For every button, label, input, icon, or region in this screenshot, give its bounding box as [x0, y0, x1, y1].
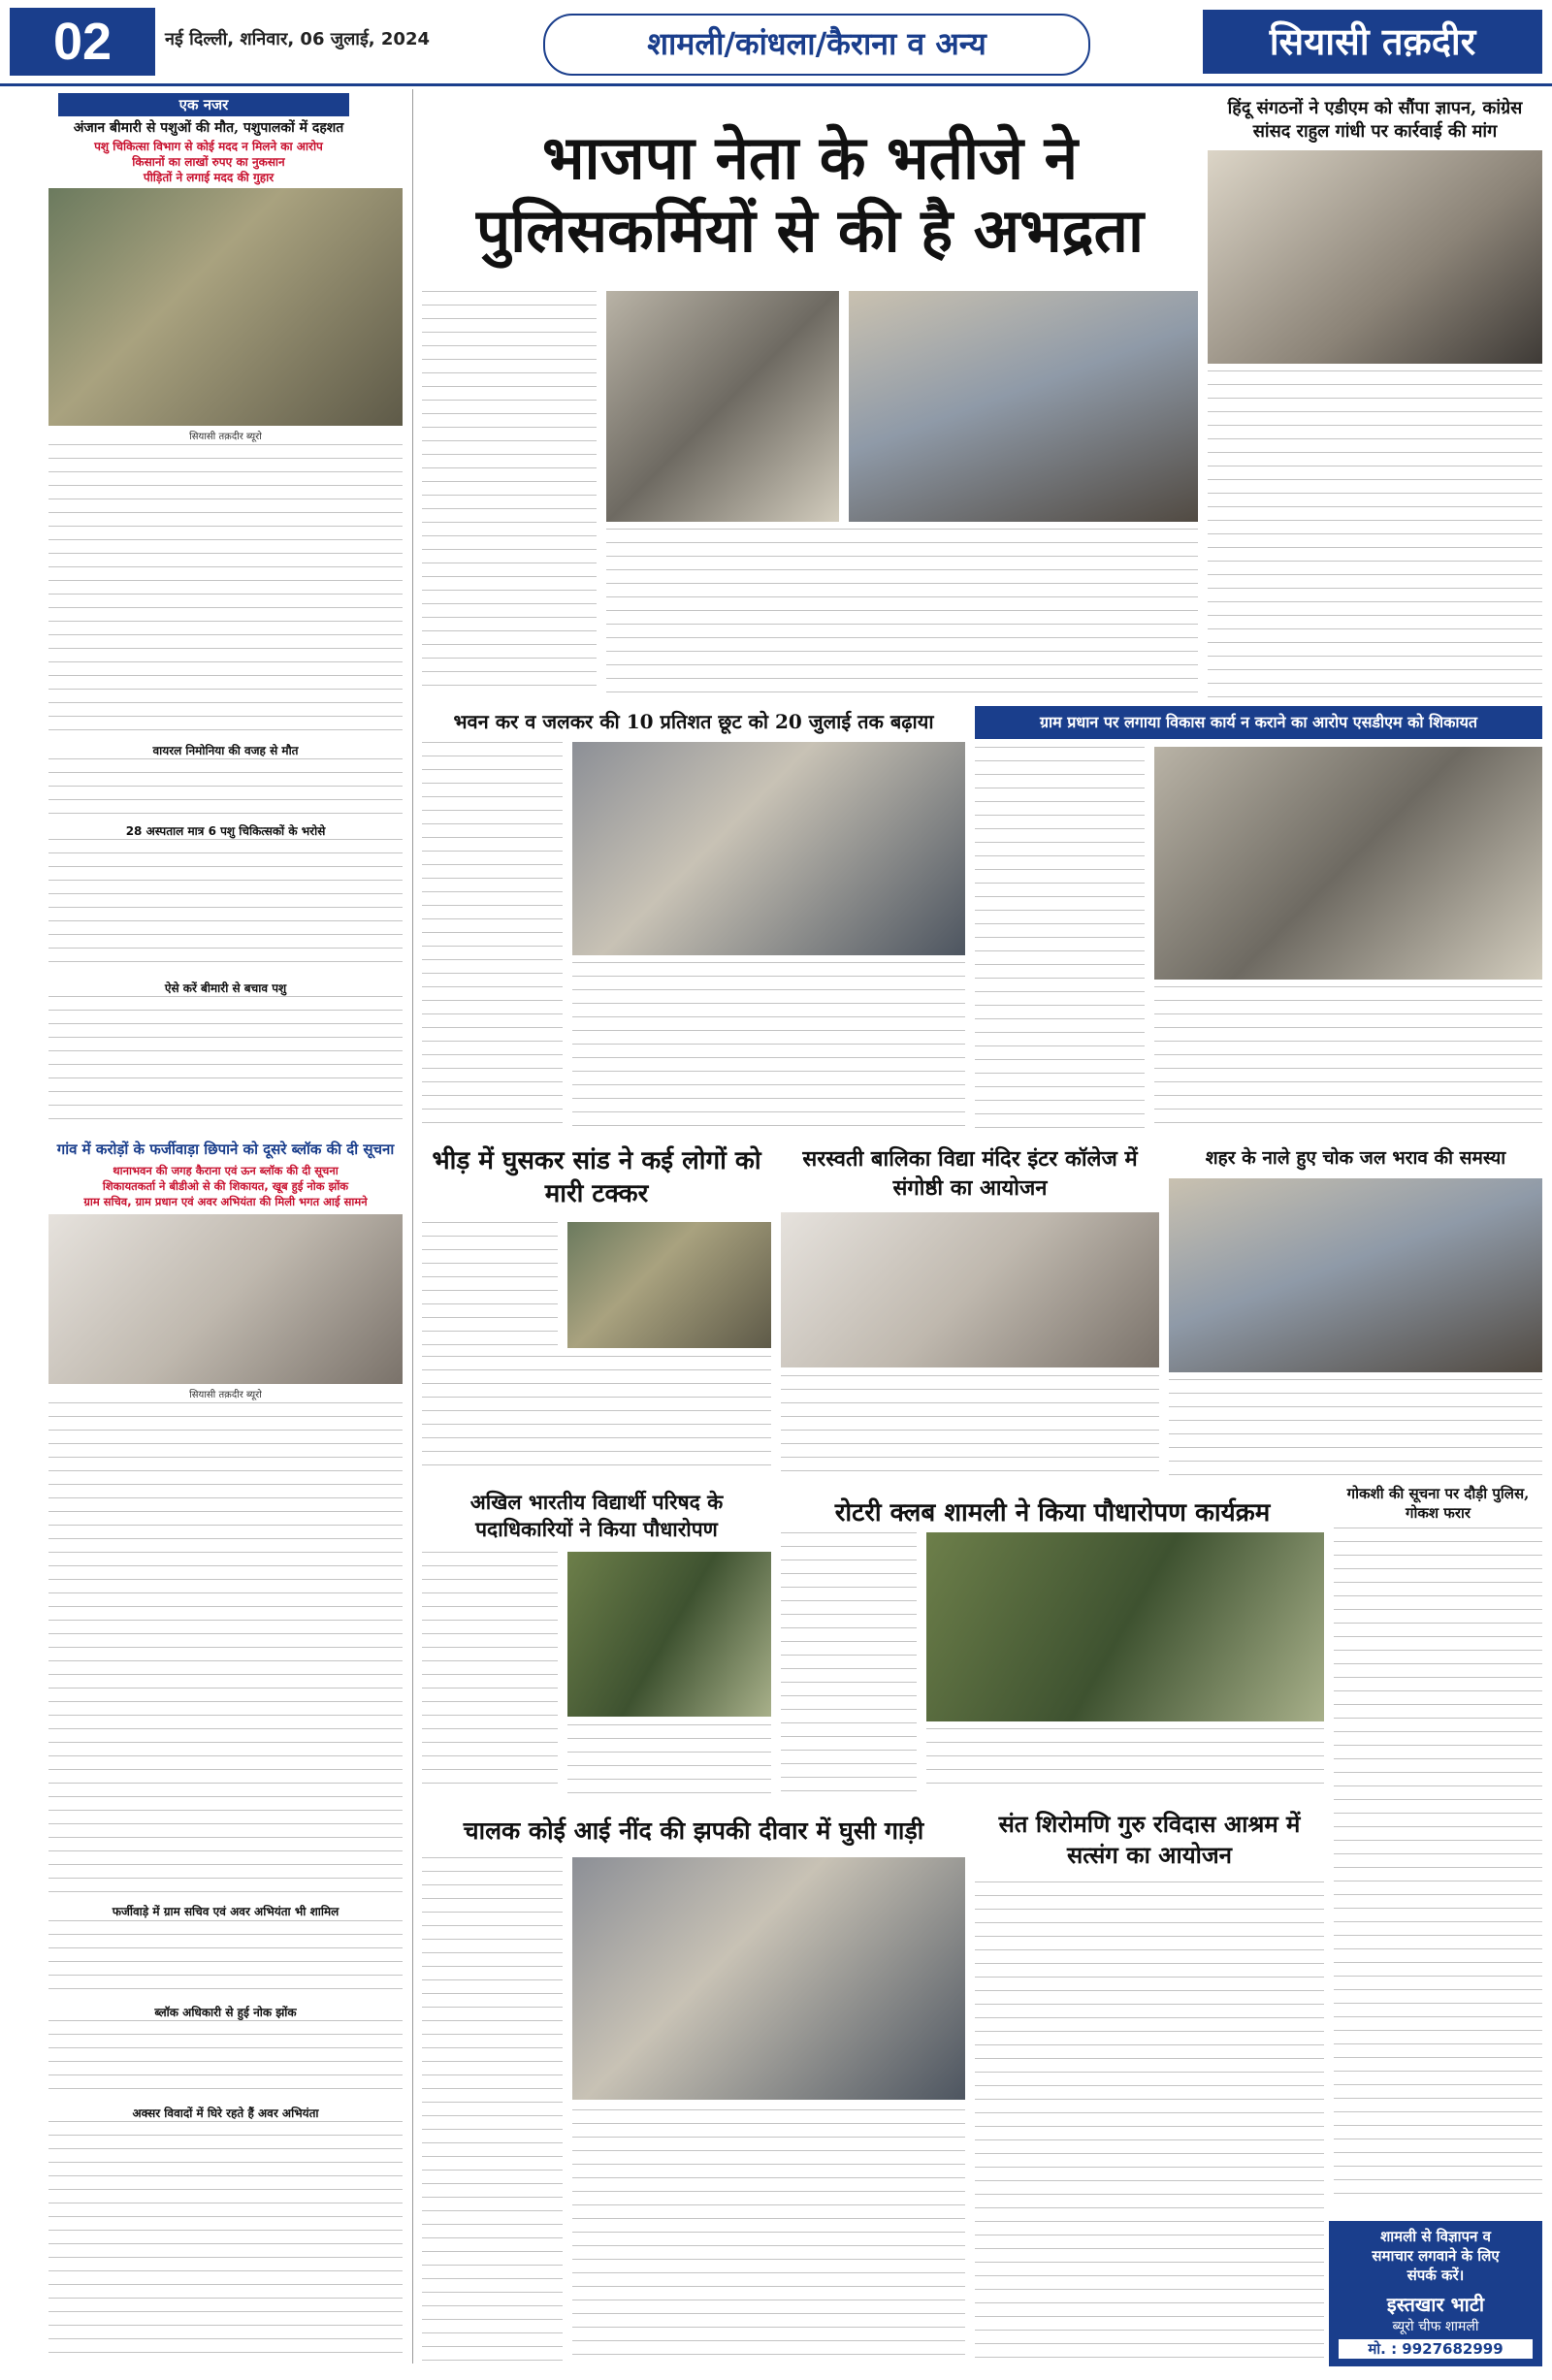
story1-body2 — [48, 758, 403, 817]
ad-line2: समाचार लगवाने के लिए — [1372, 2247, 1500, 2265]
story2-subhead1: फर्जीवाड़े में ग्राम सचिव एवं अवर अभियंता भी शामिल — [112, 1905, 340, 1918]
memorandum-photo — [1208, 150, 1542, 364]
column-rule — [412, 89, 413, 2364]
story2-headline: गांव में करोड़ों के फर्जीवाड़ा छिपाने को दूसरे ब्लॉक की दी सूचना — [56, 1141, 395, 1158]
story2-body2 — [48, 1920, 403, 1998]
abvp-body — [422, 1552, 558, 1794]
story2-sub1: थानाभवन की जगह कैराना एवं ऊन ब्लॉक की दी सूचना — [113, 1164, 339, 1177]
story1-headline: अंजान बीमारी से पशुओं की मौत, पशुपालकों में दहशत — [73, 120, 344, 136]
gram-headline: ग्राम प्रधान पर लगाया विकास कार्य न कराने का आरोप एसडीएम को शिकायत — [975, 706, 1542, 739]
bull-headline: भीड़ में घुसकर सांड ने कई लोगों को मारी टक्कर — [432, 1146, 761, 1208]
story1-body3 — [48, 839, 403, 975]
hindu-org-body — [1208, 370, 1542, 700]
school-body — [781, 1375, 1159, 1472]
section-title: शामली/कांधला/कैराना व अन्य — [543, 14, 1090, 76]
ravidas-headline: संत शिरोमणि गुरु रविदास आश्रम में सत्संग का आयोजन — [998, 1810, 1301, 1869]
gram-body — [975, 747, 1145, 1135]
main-headline-2: पुलिसकर्मियों से की है अभद्रता — [475, 195, 1145, 266]
drain-headline: शहर के नाले हुए चोक जल भराव की समस्या — [1205, 1147, 1506, 1169]
abvp-body2 — [567, 1724, 771, 1794]
driver-body2 — [572, 2109, 965, 2362]
cattle-photo — [48, 188, 403, 426]
story2-sub3: ग्राम सचिव, ग्राम प्रधान एवं अवर अभियंता की मिली भगत आई सामने — [83, 1195, 368, 1208]
gokashi-headline: गोकशी की सूचना पर दौड़ी पुलिस, गोकश फरार — [1346, 1485, 1530, 1522]
story1-subhead3: ऐसे करें बीमारी से बचाव पशु — [164, 981, 287, 995]
driver-headline: चालक कोई आई नींद की झपकी दीवार में घुसी गाड़ी — [463, 1817, 924, 1845]
story2-credit: सियासी तक़दीर ब्यूरो — [189, 1390, 262, 1400]
rotary-body — [781, 1532, 917, 1794]
story2-subhead2: ब्लॉक अधिकारी से हुई नोक झोंक — [154, 2006, 297, 2019]
school-photo — [781, 1212, 1159, 1367]
main-body-cols — [606, 529, 1198, 698]
abvp-photo — [567, 1552, 771, 1717]
main-body-col1 — [422, 291, 597, 698]
ad-phone: मो. : 9927682999 — [1339, 2339, 1533, 2359]
story1-sub1: पशु चिकित्सा विभाग से कोई मदद न मिलने का आरोप — [94, 140, 323, 153]
villagers-photo — [1154, 747, 1542, 980]
office-photo — [48, 1214, 403, 1384]
story1-credit: सियासी तक़दीर ब्यूरो — [189, 432, 262, 442]
story2-body4 — [48, 2121, 403, 2359]
bull-photo — [567, 1222, 771, 1348]
drain-body — [1169, 1379, 1542, 1476]
issue-date: नई दिल्ली, शनिवार, 06 जुलाई, 2024 — [165, 29, 431, 49]
drain-photo — [1169, 1178, 1542, 1372]
ad-line1: शामली से विज्ञापन व — [1380, 2228, 1491, 2245]
contact-ad — [1329, 2221, 1542, 2366]
gram-body2 — [1154, 986, 1542, 1132]
story1-sub3: पीड़ितों ने लगाई मदद की गुहार — [143, 171, 275, 184]
rotary-photo — [926, 1532, 1324, 1721]
ad-title: ब्यूरो चीफ शामली — [1392, 2319, 1479, 2334]
ad-name: इस्तखार भाटी — [1386, 2293, 1485, 2316]
tax-headline: भवन कर व जलकर की 10 प्रतिशत छूट को 20 जुलाई तक बढ़ाया — [453, 710, 934, 733]
crash-photo — [572, 1857, 965, 2100]
bull-body — [422, 1222, 558, 1348]
story2-body3 — [48, 2020, 403, 2098]
story1-body — [48, 444, 403, 735]
ad-line3: संपर्क करें। — [1406, 2267, 1465, 2284]
tax-body — [422, 742, 563, 1130]
story1-sub2: किसानों का लाखों रुपए का नुकसान — [132, 155, 285, 169]
abvp-headline: अखिल भारतीय विद्यार्थी परिषद के पदाधिकारियों ने किया पौधारोपण — [469, 1490, 724, 1541]
gokashi-body — [1334, 1528, 1542, 2206]
ravidas-body — [975, 1881, 1324, 2362]
school-headline: सरस्वती बालिका विद्या मंदिर इंटर कॉलेज में संगोष्ठी का आयोजन — [802, 1146, 1138, 1201]
rotary-body2 — [926, 1728, 1324, 1794]
main-photo-crowd — [606, 291, 839, 522]
bull-body2 — [422, 1356, 771, 1472]
page-number: 02 — [10, 8, 155, 76]
meeting-photo — [572, 742, 965, 955]
story2-sub2: शिकायतकर्ता ने बीडीओ से की शिकायत, खूब हुई नोक झोंक — [102, 1179, 349, 1193]
story2-body — [48, 1402, 403, 1897]
driver-body — [422, 1857, 563, 2362]
story1-subhead1: वायरल निमोनिया की वजह से मौत — [152, 744, 299, 757]
main-headline-1: भाजपा नेता के भतीजे ने — [541, 122, 1079, 193]
tax-body2 — [572, 962, 965, 1127]
hindu-org-headline: हिंदू संगठनों ने एडीएम को सौंपा ज्ञापन, कांग्रेस सांसद राहुल गांधी पर कार्रवाई की मांग — [1227, 98, 1523, 142]
rotary-headline: रोटरी क्लब शामली ने किया पौधारोपण कार्यक्रम — [834, 1498, 1271, 1528]
main-photo-car — [849, 291, 1198, 522]
story1-body4 — [48, 996, 403, 1132]
newspaper-brand: सियासी तक़दीर — [1203, 10, 1542, 74]
ek-nazar-label: एक नजर — [58, 93, 349, 116]
story2-subhead3: अक्सर विवादों में घिरे रहते हैं अवर अभियंता — [132, 2107, 319, 2120]
story1-subhead2: 28 अस्पताल मात्र 6 पशु चिकित्सकों के भरोसे — [125, 824, 326, 838]
